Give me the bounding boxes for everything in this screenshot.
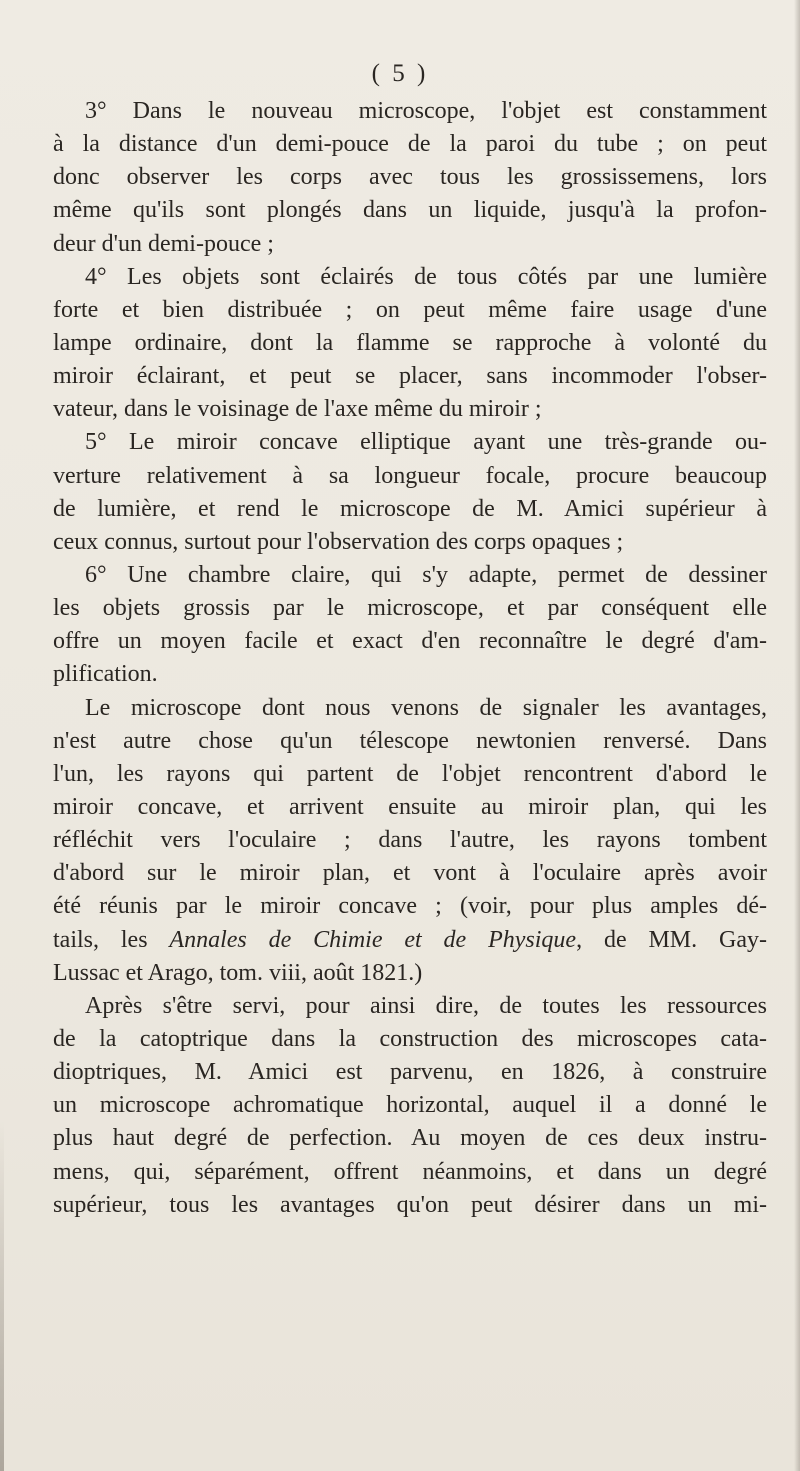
text-line: de la catoptrique dans la construction des microscopes cata- [53, 1025, 767, 1052]
text-line: miroir concave, et arrivent ensuite au miroir plan, qui les [53, 793, 767, 820]
text-line: offre un moyen facile et exact d'en reconnaître le degré d'am- [53, 628, 767, 655]
text-line: 6° Une chambre claire, qui s'y adapte, permet de dessiner [85, 561, 767, 588]
text-line: supérieur, tous les avantages qu'on peut désirer dans un mi- [53, 1191, 767, 1218]
text-line: l'un, les rayons qui partent de l'objet rencontrent d'abord le [53, 760, 767, 787]
text-line: Lussac et Arago, tom. viii, août 1821.) [53, 959, 423, 986]
text-line: dioptriques, M. Amici est parvenu, en 1826, à construire [53, 1059, 767, 1086]
text-line: Après s'être servi, pour ainsi dire, de toutes les ressources [85, 992, 767, 1019]
text-line: plification. [53, 661, 158, 688]
text-line: de lumière, et rend le microscope de M. Amici supérieur à [53, 495, 767, 522]
body-text [53, 95, 767, 1222]
text-line: réfléchit vers l'oculaire ; dans l'autre, les rayons tombent [53, 827, 767, 854]
text-line: lampe ordinaire, dont la flamme se rapproche à volonté du [53, 329, 767, 356]
text-line: n'est autre chose qu'un télescope newtonien renversé. Dans [53, 727, 767, 754]
text-line: été réunis par le miroir concave ; (voir, pour plus amples dé- [53, 893, 767, 920]
text-line-citation [53, 924, 767, 957]
text-line: même qu'ils sont plongés dans un liquide, jusqu'à la profon- [53, 197, 767, 224]
text-line: 5° Le miroir concave elliptique ayant une très-grande ou- [85, 429, 767, 456]
text-line: verture relativement à sa longueur focale, procure beaucoup [53, 462, 767, 489]
text-line: les objets grossis par le microscope, et par conséquent elle [53, 595, 767, 622]
journal-title: Annales de Chimie et de Physique [169, 926, 577, 953]
page-binding-shadow [0, 1120, 4, 1471]
page-number: ( 5 ) [371, 60, 429, 87]
text-line: donc observer les corps avec tous les grossissemens, lors [53, 164, 767, 191]
text-line: un microscope achromatique horizontal, auquel il a donné le [53, 1092, 767, 1119]
text-line: plus haut degré de perfection. Au moyen de ces deux instru- [53, 1125, 767, 1152]
citation-prefix: tails, les [53, 926, 170, 953]
text-line: à la distance d'un demi-pouce de la paroi du tube ; on peut [53, 131, 767, 158]
text-line: deur d'un demi-pouce ; [53, 230, 274, 257]
text-line: d'abord sur le miroir plan, et vont à l'oculaire après avoir [53, 860, 767, 887]
text-line: 4° Les objets sont éclairés de tous côtés par une lumière [85, 263, 767, 290]
text-line: vateur, dans le voisinage de l'axe même du miroir ; [53, 396, 542, 423]
text-line: mens, qui, séparément, offrent néanmoins, et dans un degré [53, 1158, 767, 1185]
text-line: miroir éclairant, et peut se placer, sans incommoder l'obser- [53, 363, 767, 390]
citation-suffix: , de MM. Gay- [576, 926, 768, 953]
page-edge-shadow [794, 0, 800, 1471]
text-line: Le microscope dont nous venons de signaler les avantages, [85, 694, 767, 721]
text-line: forte et bien distribuée ; on peut même faire usage d'une [53, 296, 767, 323]
text-line: ceux connus, surtout pour l'observation des corps opaques ; [53, 528, 624, 555]
text-line: 3° Dans le nouveau microscope, l'objet est constamment [85, 98, 767, 124]
